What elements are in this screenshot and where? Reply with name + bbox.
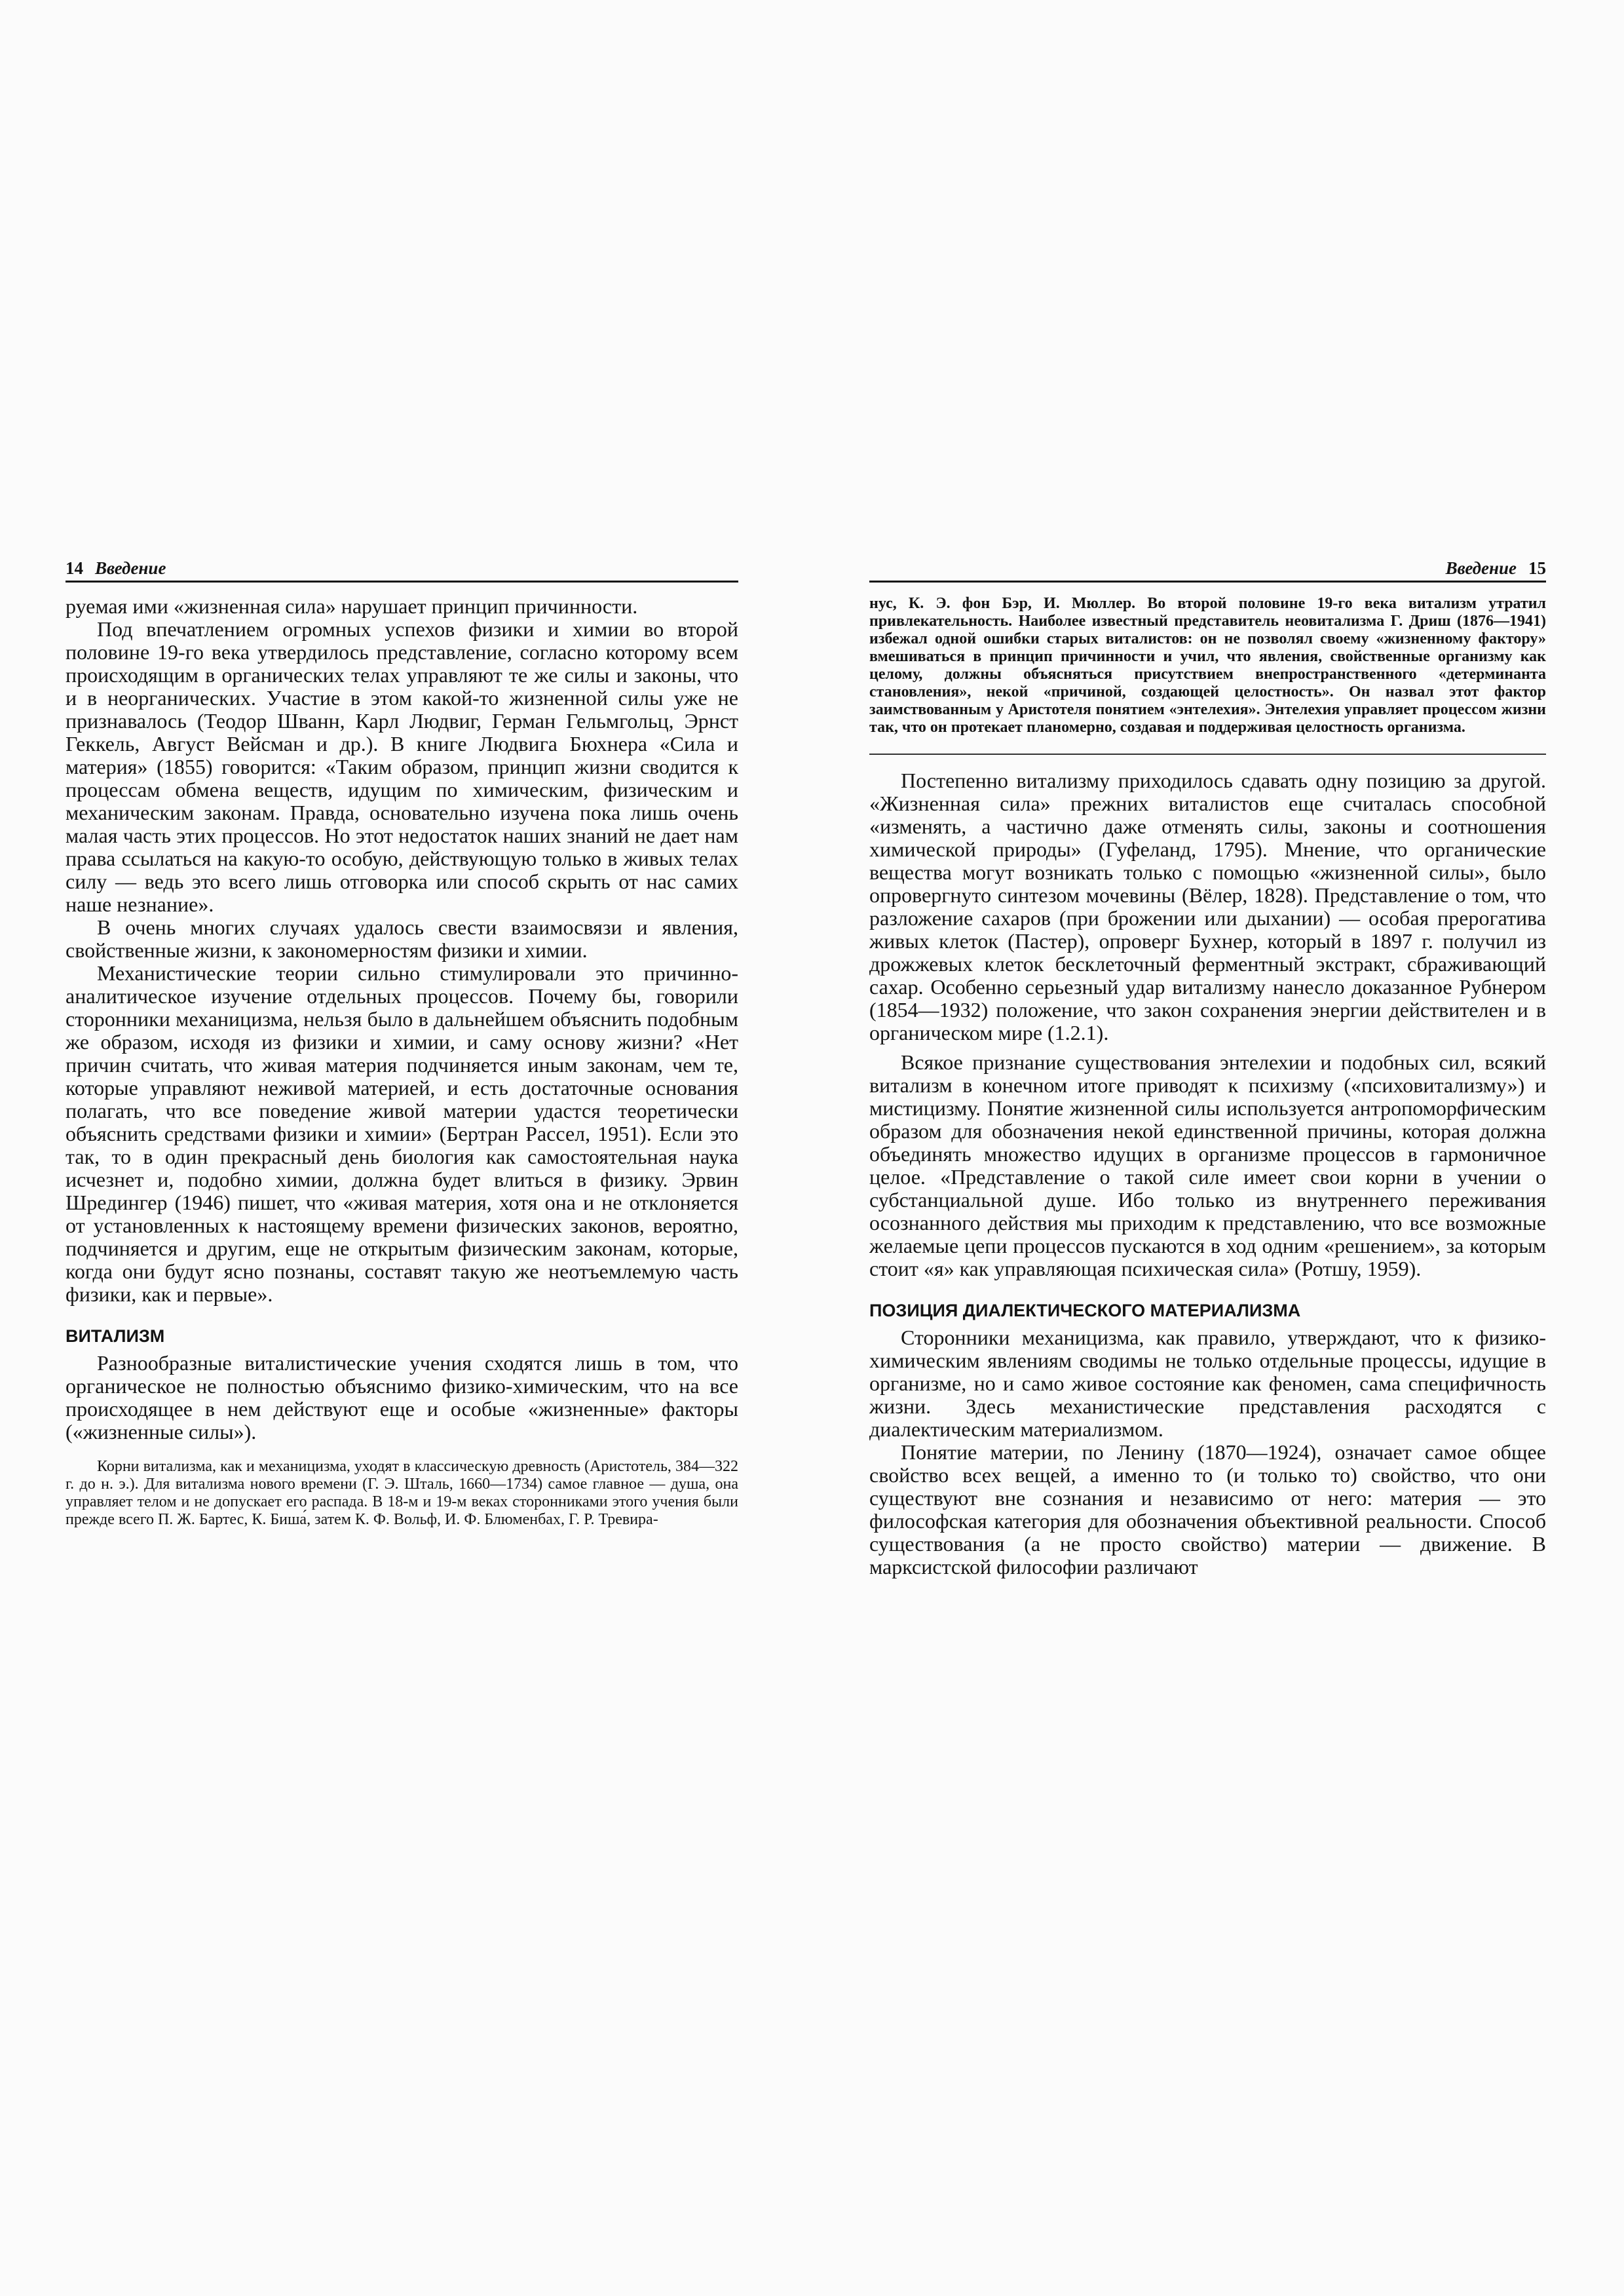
right-paragraph-2: Всякое признание существования энтелехии и подобных сил, всякий витализм в конечном итоге приводят к психизму («психовитализму») и мистицизму. Понятие жизненной силы используется антропоморфическим образом для обозначения некой единственной причины, которая должна объединять множество идущих в организме процессов в гармоничное целое. «Представление о такой силе имеет свои корни в учении о субстанциальной душе. Ибо только из внутреннего переживания осознанного действия мы приходим к представлению, что все возможные желаемые цепи процессов пускаются в ход одним «решением», за которым стоит «я» как управляющая психическая сила» (Ротшу, 1959). [869,1050,1546,1280]
left-text-column [66,595,738,1529]
left-paragraph-3: В очень многих случаях удалось свести взаимосвязи и явления, свойственные жизни, к закономерностям физики и химии. [66,915,738,962]
left-paragraph-4: Механистические теории сильно стимулировали это причинно-аналитическое изучение отдельных процессов. Почему бы, говорили сторонники механицизма, нельзя было в дальнейшем объяснить подобным же образом, исходя из физики и химии, и саму основу жизни? «Нет причин считать, что живая материя подчиняется иным законам, чем те, которые управляют неживой материей, и есть достаточные основания полагать, что все поведение живой материи удастся теоретически объяснить средствами физики и химии» (Бертран Рассел, 1951). Если это так, то в один прекрасный день биология как самостоятельная наука исчезнет и, подобно химии, должна будет влиться в физику. Эрвин Шредингер (1946) пишет, что «живая материя, хотя она и не отклоняется от установленных к настоящему времени физических законов, вероятно, подчиняется и другим, еще не открытым физическим законам, которые, когда они будут ясно познаны, составят такую же неотъемлемую часть физики, как и первые». [66,961,738,1306]
right-header-title: Введение [1445,558,1517,578]
small-print-divider [869,754,1546,755]
left-running-head [66,558,738,583]
materialism-paragraph-2: Понятие материи, по Ленину (1870—1924), означает самое общее свойство всех вещей, а именно то (и только то) свойство, что они существуют вне сознания и независимо от него: материя — это философская категория для обозначения объективной реальности. Способ существования (а не просто свойство) материи — движение. В марксистской философии различают [869,1440,1546,1578]
right-text-column [869,595,1546,1578]
right-small-print: нус, К. Э. фон Бэр, И. Мюллер. Во второй половине 19-го века витализм утратил привлекательность. Наиболее известный представитель неовитализма Г. Дриш (1876—1941) избежал одной ошибки старых виталистов: он не позволял своему «жизненному фактору» вмешиваться в принцип причинности и учил, что явления, свойственные организму как целому, должны объясняться присутствием внепространственного «детерминанта становления», некой «причиной, создающей целостность». Он назвал этот фактор заимствованным у Аристотеля понятием «энтелехия». Энтелехия управляет процессом жизни так, что он протекает планомерно, создавая и поддерживая целостность организма. [869,595,1546,736]
section-heading-vitalism: ВИТАЛИЗМ [66,1326,165,1346]
right-page-number: 15 [1528,558,1546,578]
left-paragraph-2: Под впечатлением огромных успехов физики и химии во второй половине 19-го века утвердилось представление, согласно которому всем происходящим в органических телах управляют те же силы и законы, что и в неорганических. Участие в этом какой-то жизненной силы уже не признавалось (Теодор Шванн, Карл Людвиг, Герман Гельмгольц, Эрнст Геккель, Август Вейсман и др.). В книге Людвига Бюхнера «Сила и материя» (1855) говорится: «Таким образом, принцип жизни сводится к процессам обмена веществ, идущим по химическим, физическим и механическим законам. Правда, основательно изучена пока лишь очень малая часть этих процессов. Но этот недостаток наших знаний не дает нам права ссылаться на какую-то особую, действующую только в живых телах силу — ведь это всего лишь отговорка или способ скрыть от нас самих наше незнание». [66,617,738,916]
left-paragraph-1: руемая ими «жизненная сила» нарушает принцип причинности. [66,594,638,618]
left-page [66,558,738,1646]
right-paragraph-1: Постепенно витализму приходилось сдавать одну позицию за другой. «Жизненная сила» прежних виталистов еще считалась способной «изменять, а частично даже отменять силы, законы и соотношения химической природы» (Гуфеланд, 1795). Мнение, что органические вещества могут возникать только с помощью «жизненной силы», было опровергнуто синтезом мочевины (Вёлер, 1828). Представление о том, что разложение сахаров (при брожении или дыхании) — особая прерогатива живых клеток (Пастер), опроверг Бухнер, который в 1897 г. получил из дрожжевых клеток бесклеточный ферментный экстракт, сбраживающий сахар. Особенно серьезный удар витализму нанесло доказанное Рубнером (1854—1932) положение, что закон сохранения энергии действителен и в органическом мире (1.2.1). [869,769,1546,1044]
vitalism-paragraph: Разнообразные виталистические учения сходятся лишь в том, что органическое не полностью объяснимо физико-химическим, что на все происходящее в нем действуют еще и особые «жизненные» факторы («жизненные силы»). [66,1351,738,1444]
right-page [869,558,1546,1646]
materialism-paragraph-1: Сторонники механицизма, как правило, утверждают, что к физико-химическим явлениям сводимы не только отдельные процессы, идущие в организме, но и само живое состояние как феномен, сама специфичность жизни. Здесь механистические представления расходятся с диалектическим материализмом. [869,1326,1546,1441]
left-header-title: Введение [95,558,166,578]
left-small-print: Корни витализма, как и механицизма, уходят в классическую древность (Аристотель, 384—322 г. до н. э.). Для витализма нового времени (Г. Э. Шталь, 1660—1734) самое главное — душа, она управляет телом и не допускает его распада. В 18-м и 19-м веках сторонниками этого учения были прежде всего П. Ж. Бартес, К. Биша́, затем К. Ф. Вольф, И. Ф. Блюменбах, Г. Р. Тревира- [66,1458,738,1528]
right-running-head [869,558,1546,583]
left-page-number: 14 [66,558,83,578]
section-heading-dialectical-materialism: ПОЗИЦИЯ ДИАЛЕКТИЧЕСКОГО МАТЕРИАЛИЗМА [869,1301,1301,1320]
